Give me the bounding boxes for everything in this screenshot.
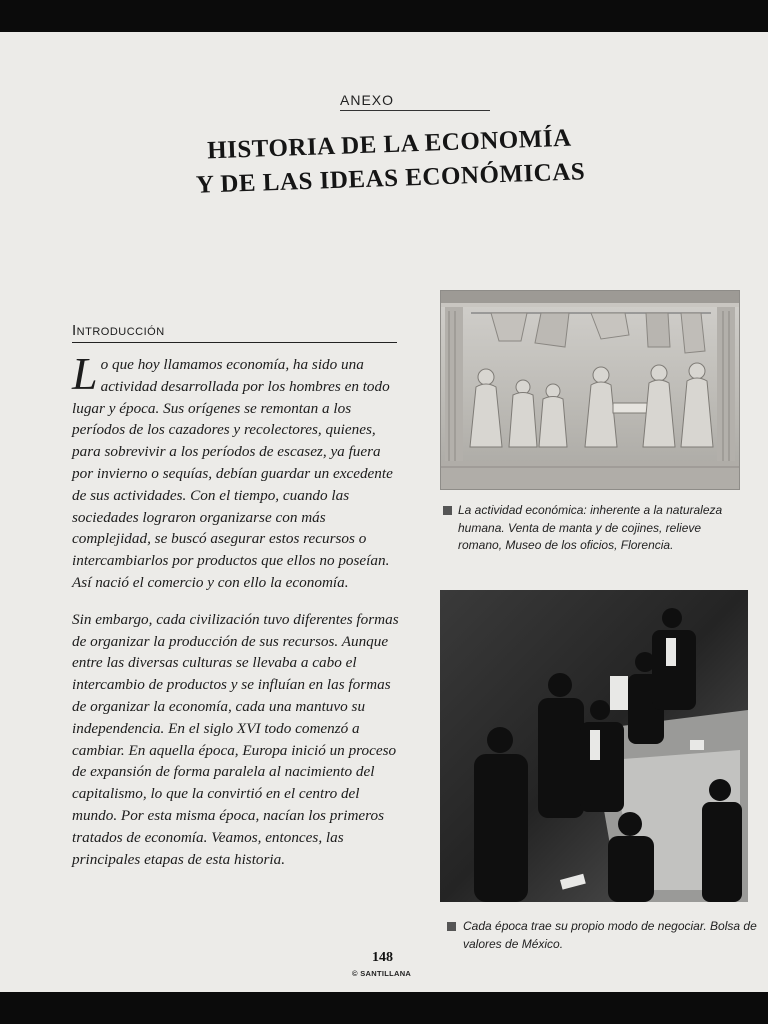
paragraph-2: Sin embargo, cada civilización tuvo diferentes formas de organizar la producción de sus recursos. Aunque entre las diversas culturas se llevaba a cabo el intercambio de productos y se influían en las formas de organizar la economía, cada una mantuvo su independencia. En el siglo XVI todo comenzó a cambiar. En aquella época, Europa inició un proceso de expansión de forma paralela al nacimiento del capitalismo, lo que la convirtió en el centro del mundo. Por esta misma época, nacían los primeros tratados de economía. Veamos, entonces, las principales etapas de esta historia. — [72, 610, 399, 868]
title-line-2: Y DE LAS IDEAS ECONÓMICAS — [195, 158, 586, 199]
caption-bullet-icon — [443, 506, 452, 515]
page-number: 148 — [372, 950, 393, 965]
body-text — [72, 348, 402, 885]
drop-cap: L — [72, 348, 98, 399]
stock-exchange-photo — [440, 590, 748, 902]
figure-caption-2: Cada época trae su propio modo de negociar. Bolsa de valores de México. — [463, 919, 757, 951]
figure-caption-1: La actividad económica: inherente a la naturaleza humana. Venta de manta y de cojines, relieve romano, Museo de los oficios, Florencia. — [458, 503, 723, 552]
annex-divider — [340, 110, 490, 111]
paragraph-1 — [72, 348, 402, 594]
page-title — [159, 120, 621, 204]
caption-bullet-icon — [447, 922, 456, 931]
section-heading: Introducción — [72, 322, 165, 339]
publisher-logo: © SANTILLANA — [352, 969, 412, 978]
paragraph-1-text: o que hoy llamamos economía, ha sido una actividad desarrollada por los hombres en todo lugar y época. Sus orígenes se remontan a los períodos de los cazadores y recolectores, quienes, para sobrevivir a los períodos de escasez, ya fuera por invierno o sequías, debían guardar un excedente de sus actividades. Con el tiempo, cuando las sociedades lograron organizarse con más complejidad, se buscó asegurar estos recursos o intercambiarlos por productos que ellos no poseían. Así nació el comercio y con ello la economía. — [72, 356, 393, 591]
roman-relief-image — [440, 290, 740, 490]
section-divider — [72, 342, 397, 343]
book-page — [0, 32, 768, 992]
annex-label: ANEXO — [340, 92, 395, 108]
stock-exchange-illustration — [440, 590, 748, 902]
relief-illustration — [441, 291, 739, 489]
title-line-1: HISTORIA DE LA ECONOMÍA — [206, 124, 573, 165]
